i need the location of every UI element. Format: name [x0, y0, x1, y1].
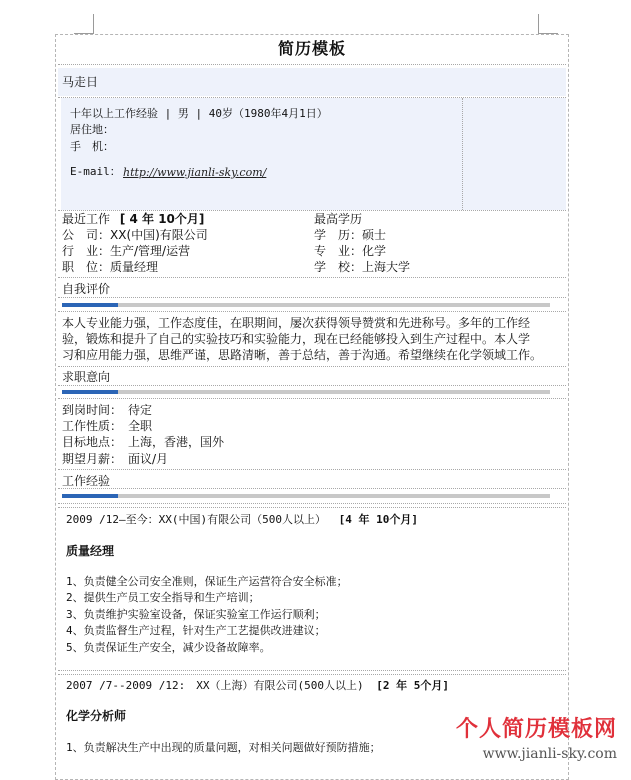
education-heading: 最高学历	[314, 212, 363, 226]
job-title: 化学分析师	[66, 709, 127, 723]
job-intention-heading: 求职意向	[62, 370, 111, 384]
job-duty: 4、负责监督生产过程，针对生产工艺提供改进建议；	[66, 624, 326, 637]
divider	[58, 469, 566, 470]
name-bar	[58, 68, 566, 96]
job-title: 质量经理	[66, 544, 115, 558]
email-link[interactable]: http://www.jianli-sky.com/	[123, 166, 267, 179]
work-experience-heading: 工作经验	[62, 474, 111, 488]
recent-job-heading	[62, 211, 204, 227]
recent-job-position: 职 位：质量经理	[62, 260, 159, 274]
phone-label: 手 机：	[70, 140, 114, 153]
intention-item: 目标地点： 上海，香港，国外	[62, 435, 225, 449]
divider	[58, 385, 566, 386]
job-duty: 2、提供生产员工安全指导和生产培训；	[66, 591, 260, 604]
recent-job-duration: [ 4 年 10个月]	[119, 212, 205, 226]
crop-mark-top-left	[93, 14, 94, 34]
divider	[58, 64, 566, 65]
job-duration: [2 年 5个月]	[376, 679, 449, 692]
job-duty: 5、负责保证生产安全，减少设备故障率。	[66, 641, 271, 654]
watermark-title: 个人简历模板网	[455, 717, 617, 742]
divider-vertical	[462, 98, 463, 210]
divider	[58, 366, 566, 367]
divider	[58, 507, 566, 508]
intention-item: 到岗时间： 待定	[62, 403, 153, 417]
recent-job-title: 最近工作	[62, 212, 111, 226]
divider	[58, 503, 566, 504]
divider	[58, 670, 566, 671]
section-bar	[62, 494, 550, 498]
residence-label: 居住地：	[70, 123, 114, 136]
divider	[58, 311, 566, 312]
job-period	[66, 678, 449, 694]
job-duty: 1、负责解决生产中出现的质量问题，对相关问题做好预防措施；	[66, 741, 381, 754]
divider	[58, 277, 566, 278]
document-title: 简历模板	[277, 39, 346, 58]
self-evaluation-line: 验，锻炼和提升了自己的实验技巧和实验能力，现在已经能够投入到生产过程中。本人学	[62, 332, 531, 346]
education-major: 专 业：化学	[314, 244, 387, 258]
divider	[58, 674, 566, 675]
email-label: E-mail：	[70, 165, 121, 178]
divider	[58, 488, 566, 489]
crop-mark-top-right	[538, 14, 539, 34]
recent-job-industry: 行 业：生产/管理/运营	[62, 244, 191, 258]
section-bar	[62, 390, 550, 394]
self-evaluation-text	[62, 315, 568, 363]
candidate-name: 马走日	[62, 75, 99, 89]
summary-line: 十年以上工作经验 | 男 | 40岁（1980年4月1日）	[70, 107, 328, 120]
section-bar	[62, 303, 550, 307]
job-period-text: 2009 /12—至今：XX(中国)有限公司（500人以上）	[66, 513, 326, 526]
watermark-url: www.jianli-sky.com	[482, 746, 617, 762]
job-period-text: 2007 /7--2009 /12: XX（上海）有限公司(500人以上)	[66, 679, 364, 692]
self-evaluation-line: 习和应用能力强，思维严谨，思路清晰，善于总结，善于沟通。希望继续在化学领域工作。	[62, 348, 543, 362]
education-school: 学 校：上海大学	[314, 260, 411, 274]
section-bar-fill	[62, 303, 118, 307]
job-duration: [4 年 10个月]	[338, 513, 418, 526]
recent-job-company: 公 司：XX(中国)有限公司	[62, 228, 208, 242]
photo-area	[463, 98, 566, 210]
intention-item: 期望月薪： 面议/月	[62, 452, 169, 466]
divider	[58, 297, 566, 298]
job-duty: 3、负责维护实验室设备，保证实验室工作运行顺利；	[66, 608, 326, 621]
section-bar-fill	[62, 390, 118, 394]
divider	[58, 398, 566, 399]
job-period	[66, 512, 418, 528]
intention-item: 工作性质： 全职	[62, 419, 153, 433]
education-degree: 学 历：硕士	[314, 228, 387, 242]
self-evaluation-line: 本人专业能力强，工作态度佳，在职期间，屡次获得领导赞赏和先进称号。多年的工作经	[62, 316, 531, 330]
watermark	[456, 716, 617, 764]
self-evaluation-heading: 自我评价	[62, 282, 111, 296]
job-duty: 1、负责健全公司安全准则，保证生产运营符合安全标准；	[66, 575, 348, 588]
section-bar-fill	[62, 494, 118, 498]
